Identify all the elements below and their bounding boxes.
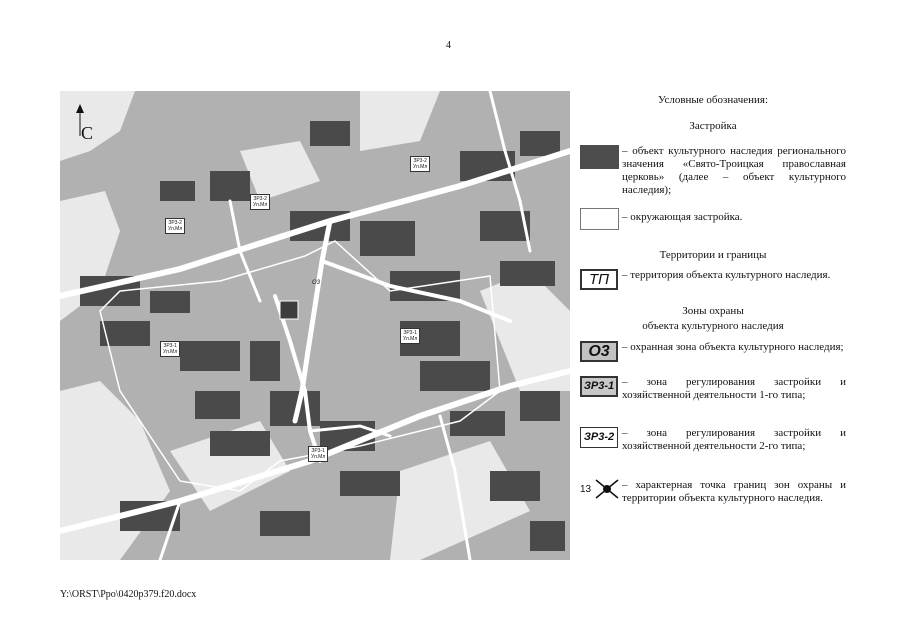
legend-text: – характерная точка границ зон охраны и территории объекта культурного наследия. xyxy=(622,479,846,504)
tp-symbol: ТП xyxy=(580,269,618,290)
legend-title: Условные обозначения: xyxy=(657,94,769,106)
oz-map-label: О3 xyxy=(312,280,321,286)
point-number: 13 xyxy=(580,484,592,495)
legend-text: – объект культурного наследия регионального значения «Свято-Троицкая православная церковь» (далее – объект культурного наследия); xyxy=(622,145,846,196)
zone-label xyxy=(410,156,430,172)
legend-section-development: Застройка xyxy=(689,120,737,132)
zone-label-sub: Ул.Мл xyxy=(253,202,268,208)
zone-label-sub: Ул.Мл xyxy=(168,226,183,232)
zone-label-code: ЗР3-2 xyxy=(253,196,267,202)
zone-label-code: ЗР3-1 xyxy=(403,330,417,336)
zone-label-sub: Ул.Мл xyxy=(413,164,428,170)
zone-label-code: ЗР3-1 xyxy=(311,448,325,454)
zone-label-code: ЗР3-1 xyxy=(163,343,177,349)
heritage-object-church xyxy=(280,301,298,319)
page-number: 4 xyxy=(446,40,451,51)
legend-section-zones-line2: объекта культурного наследия xyxy=(642,320,784,332)
x-mark-with-dot-icon xyxy=(594,479,620,499)
legend-text: – окружающая застройка. xyxy=(622,211,743,223)
oz-symbol: О3 xyxy=(580,341,618,362)
heritage-object-swatch xyxy=(580,145,619,169)
zone-label-sub: Ул.Мл xyxy=(311,454,326,460)
zone-label xyxy=(308,446,328,462)
legend-section-zones-line1: Зоны охраны xyxy=(682,305,744,317)
zrz2-symbol: ЗР3-2 xyxy=(580,427,618,448)
north-letter: С xyxy=(81,123,94,143)
zone-label xyxy=(165,218,185,234)
zone-label-code: ЗР3-2 xyxy=(168,220,182,226)
legend-text: – зона регулирования застройки и хозяйственной деятельности 2-го типа; xyxy=(622,427,846,452)
zone-label-code: ЗР3-2 xyxy=(413,158,427,164)
surrounding-building-swatch xyxy=(580,208,619,230)
footer-file-path: Y:\ORST\Ppo\0420p379.f20.docx xyxy=(60,589,197,600)
zone-label xyxy=(160,341,180,357)
legend-section-territories: Территории и границы xyxy=(659,249,767,261)
legend-text: – территория объекта культурного наследия. xyxy=(622,269,831,281)
zone-label xyxy=(250,194,270,210)
zone-label-sub: Ул.Мл xyxy=(403,336,418,342)
zone-label xyxy=(400,328,420,344)
legend-text: – зона регулирования застройки и хозяйственной деятельности 1-го типа; xyxy=(622,376,846,401)
zrz1-symbol: ЗР3-1 xyxy=(580,376,618,397)
zone-label-sub: Ул.Мл xyxy=(163,349,178,355)
map-canvas xyxy=(60,91,570,560)
map-panel xyxy=(60,91,570,560)
legend-text: – охранная зона объекта культурного наследия; xyxy=(622,341,844,353)
